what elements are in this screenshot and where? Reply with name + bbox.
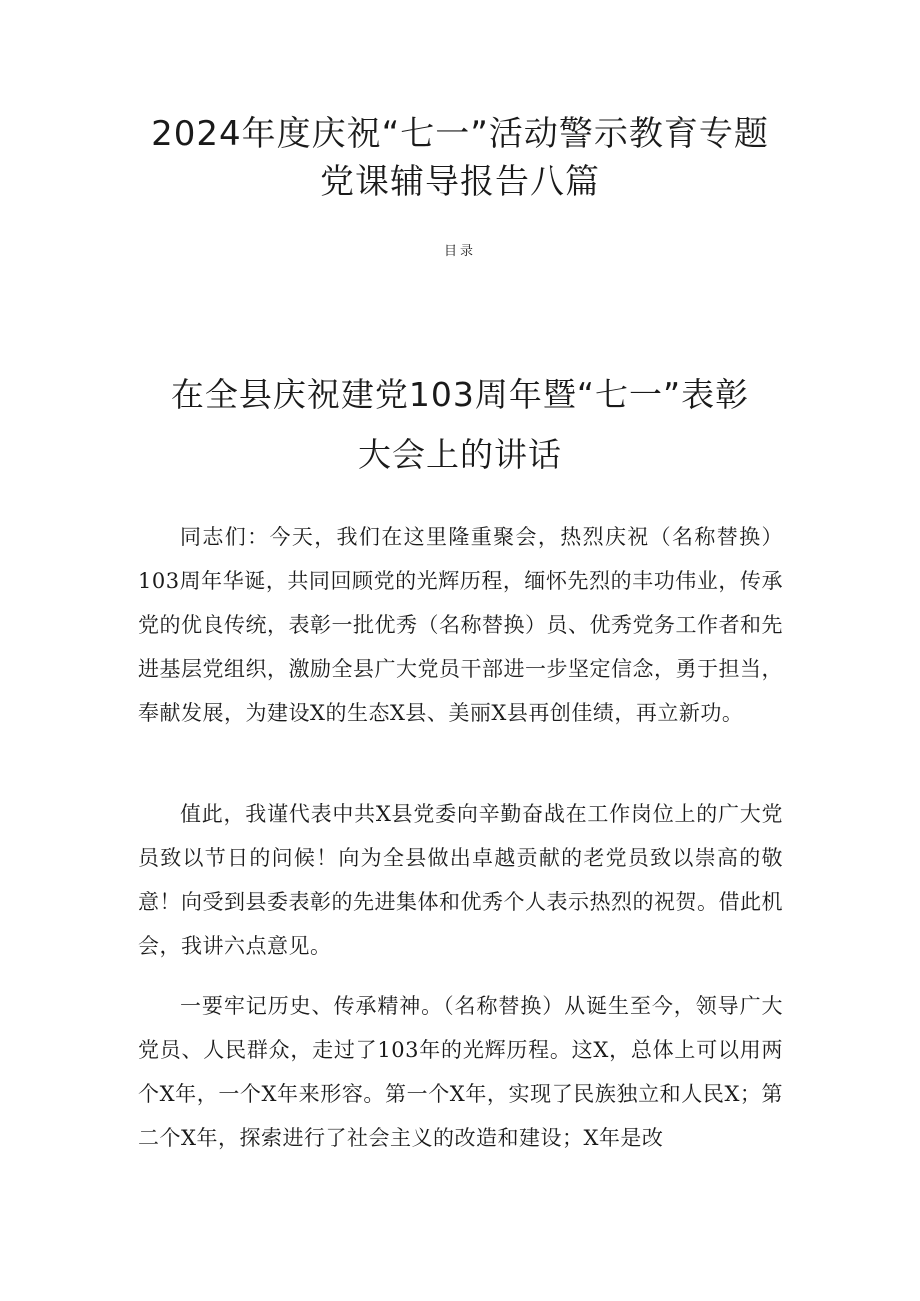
speech-paragraph-1: 同志们：今天，我们在这里隆重聚会，热烈庆祝（名称替换）103周年华诞，共同回顾党的光辉历程，缅怀先烈的丰功伟业，传承党的优良传统，表彰一批优秀（名称替换）员、优秀党务工作者和先进基层党组织，激励全县广大党员干部进一步坚定信念，勇于担当，奉献发展，为建设X的生态X县、美丽X县再创佳绩，再立新功。 xyxy=(138,525,783,725)
speech-paragraph-3: 一要牢记历史、传承精神。（名称替换）从诞生至今，领导广大党员、人民群众，走过了103年的光辉历程。这X，总体上可以用两个X年，一个X年来形容。第一个X年，实现了民族独立和人民X；第二个X年，探索进行了社会主义的改造和建设；X年是改 xyxy=(138,994,783,1150)
document-title-line-2: 党课辅导报告八篇 xyxy=(320,162,600,202)
table-of-contents-label: 目录 xyxy=(443,244,476,259)
speech-title-line-2: 大会上的讲话 xyxy=(358,435,562,474)
speech-paragraph-2: 值此，我谨代表中共X县党委向辛勤奋战在工作岗位上的广大党员致以节日的问候！向为全县做出卓越贡献的老党员致以崇高的敬意！向受到县委表彰的先进集体和优秀个人表示热烈的祝贺。借此机会，我讲六点意见。 xyxy=(138,802,783,958)
speech-title-line-1: 在全县庆祝建党103周年暨“七一”表彰 xyxy=(170,375,750,414)
document-title-line-1: 2024年度庆祝“七一”活动警示教育专题 xyxy=(151,114,769,154)
